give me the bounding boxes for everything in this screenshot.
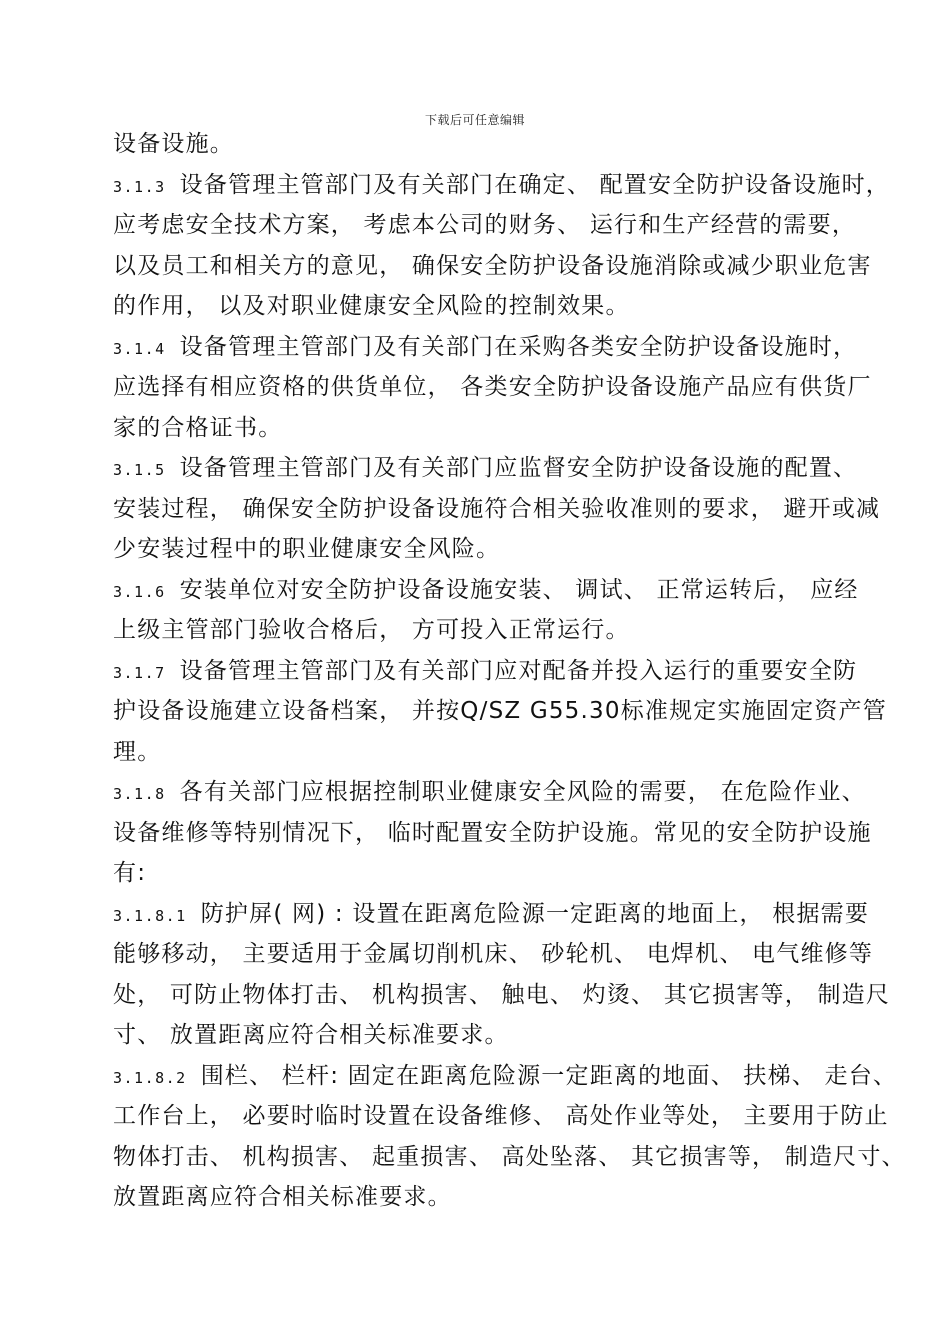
text-line: [113, 975, 891, 1016]
text-line: [113, 610, 873, 651]
text-line: [113, 732, 873, 773]
text-line: [113, 448, 873, 489]
line-text: 应考虑安全技术方案， 考虑本公司的财务、 运行和生产经营的需要，: [113, 212, 857, 238]
line-text: 上级主管部门验收合格后， 方可投入正常运行。: [113, 617, 630, 643]
line-text: 的作用， 以及对职业健康安全风险的控制效果。: [113, 293, 630, 319]
clause-number: 3.1.6: [113, 582, 166, 601]
line-text: 理。: [113, 738, 162, 765]
text-line: [113, 853, 873, 894]
line-text: 设备管理主管部门及有关部门应对配备并投入运行的重要安全防: [179, 657, 858, 684]
text-line: [113, 1137, 906, 1178]
text-line: [113, 1177, 873, 1218]
line-text: 设备维修等特别情况下， 临时配置安全防护设施。常见的安全防护设施: [113, 819, 872, 846]
line-text: 家的合格证书。: [113, 414, 283, 441]
text-line: [113, 813, 873, 854]
line-text: 围栏、 栏杆: 固定在距离危险源一定距离的地面、 扶梯、 走台、: [200, 1062, 898, 1089]
text-line: [113, 124, 873, 165]
text-line: [113, 570, 873, 611]
text-line: [113, 529, 873, 570]
line-text: 设备管理主管部门及有关部门在确定、 配置安全防护设备设施时，: [179, 171, 890, 198]
clause-number: 3.1.8.1: [113, 906, 187, 925]
text-line: [113, 934, 873, 975]
text-line: [113, 246, 873, 287]
line-text: 寸、 放置距离应符合相关标准要求。: [113, 1022, 509, 1048]
text-line: [113, 1096, 889, 1137]
text-line: [113, 894, 873, 935]
line-text: 设备管理主管部门及有关部门应监督安全防护设备设施的配置、: [179, 455, 858, 481]
text-line: [113, 408, 873, 449]
text-line: [113, 691, 887, 732]
clause-number: 3.1.8: [113, 785, 166, 803]
text-line: [113, 1056, 898, 1097]
line-text: 能够移动， 主要适用于金属切削机床、 砂轮机、 电焊机、 电气维修等: [113, 941, 874, 967]
clause-number: 3.1.3: [113, 177, 166, 196]
line-text: 安装过程， 确保安全防护设备设施符合相关验收准则的要求， 避开或减: [113, 495, 881, 522]
line-text: 工作台上， 必要时临时设置在设备维修、 高处作业等处， 主要用于防止: [113, 1103, 889, 1129]
clause-number: 3.1.7: [113, 663, 166, 682]
line-text: 以及员工和相关方的意见， 确保安全防护设备设施消除或减少职业危害: [113, 252, 872, 279]
clause-number: 3.1.4: [113, 339, 166, 358]
line-text: 少安装过程中的职业健康安全风险。: [113, 536, 501, 562]
text-line: [113, 286, 873, 327]
text-line: [113, 651, 873, 692]
text-line: [113, 772, 873, 813]
clause-number: 3.1.5: [113, 461, 166, 479]
line-text: 物体打击、 机构损害、 起重损害、 高处坠落、 其它损害等， 制造尺寸、: [113, 1143, 906, 1170]
text-line: [113, 327, 873, 368]
line-text: 护设备设施建立设备档案， 并按Q/SZ G55.30标准规定实施固定资产管: [113, 698, 887, 724]
line-text: 设备管理主管部门及有关部门在采购各类安全防护设备设施时，: [179, 333, 858, 360]
line-text: 处， 可防止物体打击、 机构损害、 触电、 灼烫、 其它损害等， 制造尺: [113, 981, 891, 1008]
clause-number: 3.1.8.2: [113, 1068, 187, 1087]
text-line: [113, 367, 873, 408]
body-text: [113, 124, 906, 1218]
text-line: [113, 165, 890, 206]
text-line: [113, 489, 881, 530]
line-text: 设备设施。: [113, 131, 234, 157]
text-line: [113, 205, 873, 246]
line-text: 安装单位对安全防护设备设施安装、 调试、 正常运转后， 应经: [179, 576, 859, 603]
line-text: 应选择有相应资格的供货单位， 各类安全防护设备设施产品应有供货厂: [113, 374, 872, 400]
line-text: 放置距离应符合相关标准要求。: [113, 1184, 452, 1210]
line-text: 防护屏( 网) : 设置在距离危险源一定距离的地面上， 根据需要: [200, 900, 870, 927]
line-text: 各有关部门应根据控制职业健康安全风险的需要， 在危险作业、: [179, 779, 866, 805]
text-line: [113, 1015, 873, 1056]
header-note: 下载后可任意编辑: [424, 113, 525, 127]
line-text: 有:: [113, 860, 147, 886]
